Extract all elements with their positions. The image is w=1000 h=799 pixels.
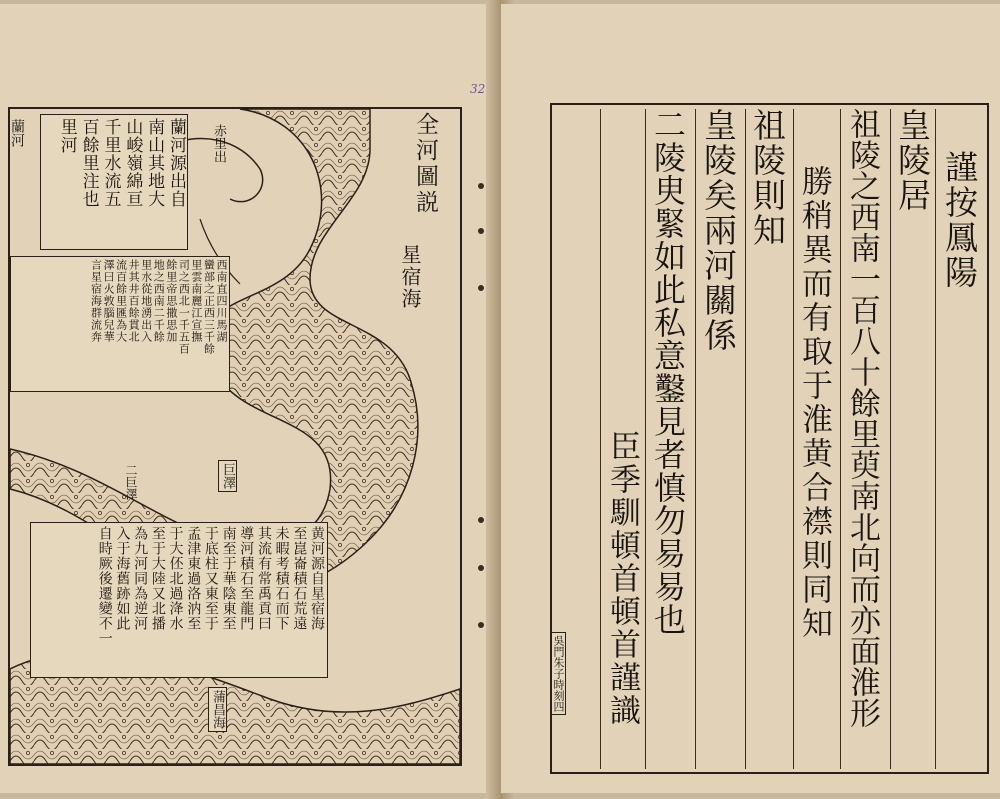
note-column: 井其井百餘貫北 [127, 259, 141, 343]
text-column-4: 勝稍異而有取于淮黄合襟則同知 [796, 165, 832, 641]
note-column: 蠻部之正西三千餘 [202, 259, 216, 355]
top-left-note [40, 114, 188, 250]
note-column: 蘭河源出自 [166, 118, 186, 208]
text-column-3: 祖陵之西南一百八十餘里萸南北向而亦面淮形 [844, 108, 880, 728]
text-column-7: 二陵㬰緊如此私意鑿見者慎勿易易也 [649, 108, 687, 636]
lanhe-label: 蘭河 [9, 119, 25, 147]
binding-hole [478, 228, 484, 234]
bottom-left-note [30, 522, 328, 678]
note-column: 里雲南麗江宣撫 [189, 259, 203, 343]
note-column: 百餘里注也 [78, 118, 99, 208]
note-column: 于底柱又東至于 [202, 526, 219, 631]
note-column: 孟津東過洛汭至 [185, 526, 202, 631]
column-rule [745, 109, 746, 769]
signature-column: 臣季馴頓首頓首謹識 [604, 430, 640, 727]
note-column: 至崑崙積石荒遠 [291, 526, 308, 631]
text-column-2: 皇陵居 [893, 108, 932, 213]
chili-label: 赤里出 [211, 124, 226, 163]
juze-label: 巨澤 [218, 460, 237, 492]
column-rule [645, 109, 646, 769]
binding-hole [478, 622, 484, 628]
note-column: 未暇考積石而下 [273, 526, 290, 631]
note-column: 于大伾北過洚水 [167, 526, 184, 631]
puchang-sea-label: 蒲昌海 [208, 687, 227, 732]
note-column: 千里水流五 [100, 118, 121, 208]
note-column: 南山其地大 [144, 118, 165, 208]
note-column: 餘里帝思撒思加 [164, 259, 178, 343]
column-rule [695, 109, 696, 769]
note-column: 地之西南二千餘 [152, 259, 166, 343]
note-column: 流百餘里匯為大 [114, 259, 128, 343]
note-column: 南至于華陰東至 [220, 526, 237, 631]
column-rule [890, 109, 891, 769]
xingsu-sea-label: 星宿海 [398, 244, 422, 310]
column-rule [600, 109, 601, 769]
note-column: 其流有常禹貢曰 [255, 526, 272, 631]
column-rule [935, 109, 936, 769]
note-column: 司之西北一千五百 [177, 259, 191, 355]
note-column: 西南直四川馬湖 [215, 259, 228, 343]
note-column: 山峻嶺綿亘 [122, 118, 143, 208]
left-page [0, 4, 497, 793]
binding-hole [478, 285, 484, 291]
middle-left-note [10, 256, 230, 392]
text-column-6: 皇陵矣兩河關係 [699, 108, 738, 353]
note-column: 里河 [56, 118, 77, 154]
juze-small-label: 二巨澤 [124, 464, 138, 500]
note-column: 澤曰火敦腦兒華 [102, 259, 116, 343]
printer-mark: 吳門朱子時刻四 [551, 632, 566, 715]
note-column: 導河積石至龍門 [238, 526, 255, 631]
binding-hole [478, 183, 484, 189]
note-column: 言星宿海群流奔 [89, 259, 103, 343]
note-column: 入于海舊跡如此 [114, 526, 131, 631]
binding-hole [478, 565, 484, 571]
note-column: 黄河源自星宿海 [309, 526, 325, 631]
binding-hole [478, 517, 484, 523]
page-mark: 32 [470, 82, 486, 96]
note-column: 至于大陸又北播 [149, 526, 166, 631]
column-rule [840, 109, 841, 769]
map-title: 全河圖説 [412, 112, 438, 216]
note-column: 為九河同為逆河 [132, 526, 149, 631]
text-column-1: 謹按鳳陽 [940, 150, 979, 290]
note-column: 里水從地湧出入 [139, 259, 153, 343]
column-rule [793, 109, 794, 769]
note-column: 自時厥後遷變不一 [96, 526, 113, 646]
text-column-5: 祖陵則知 [748, 108, 787, 248]
